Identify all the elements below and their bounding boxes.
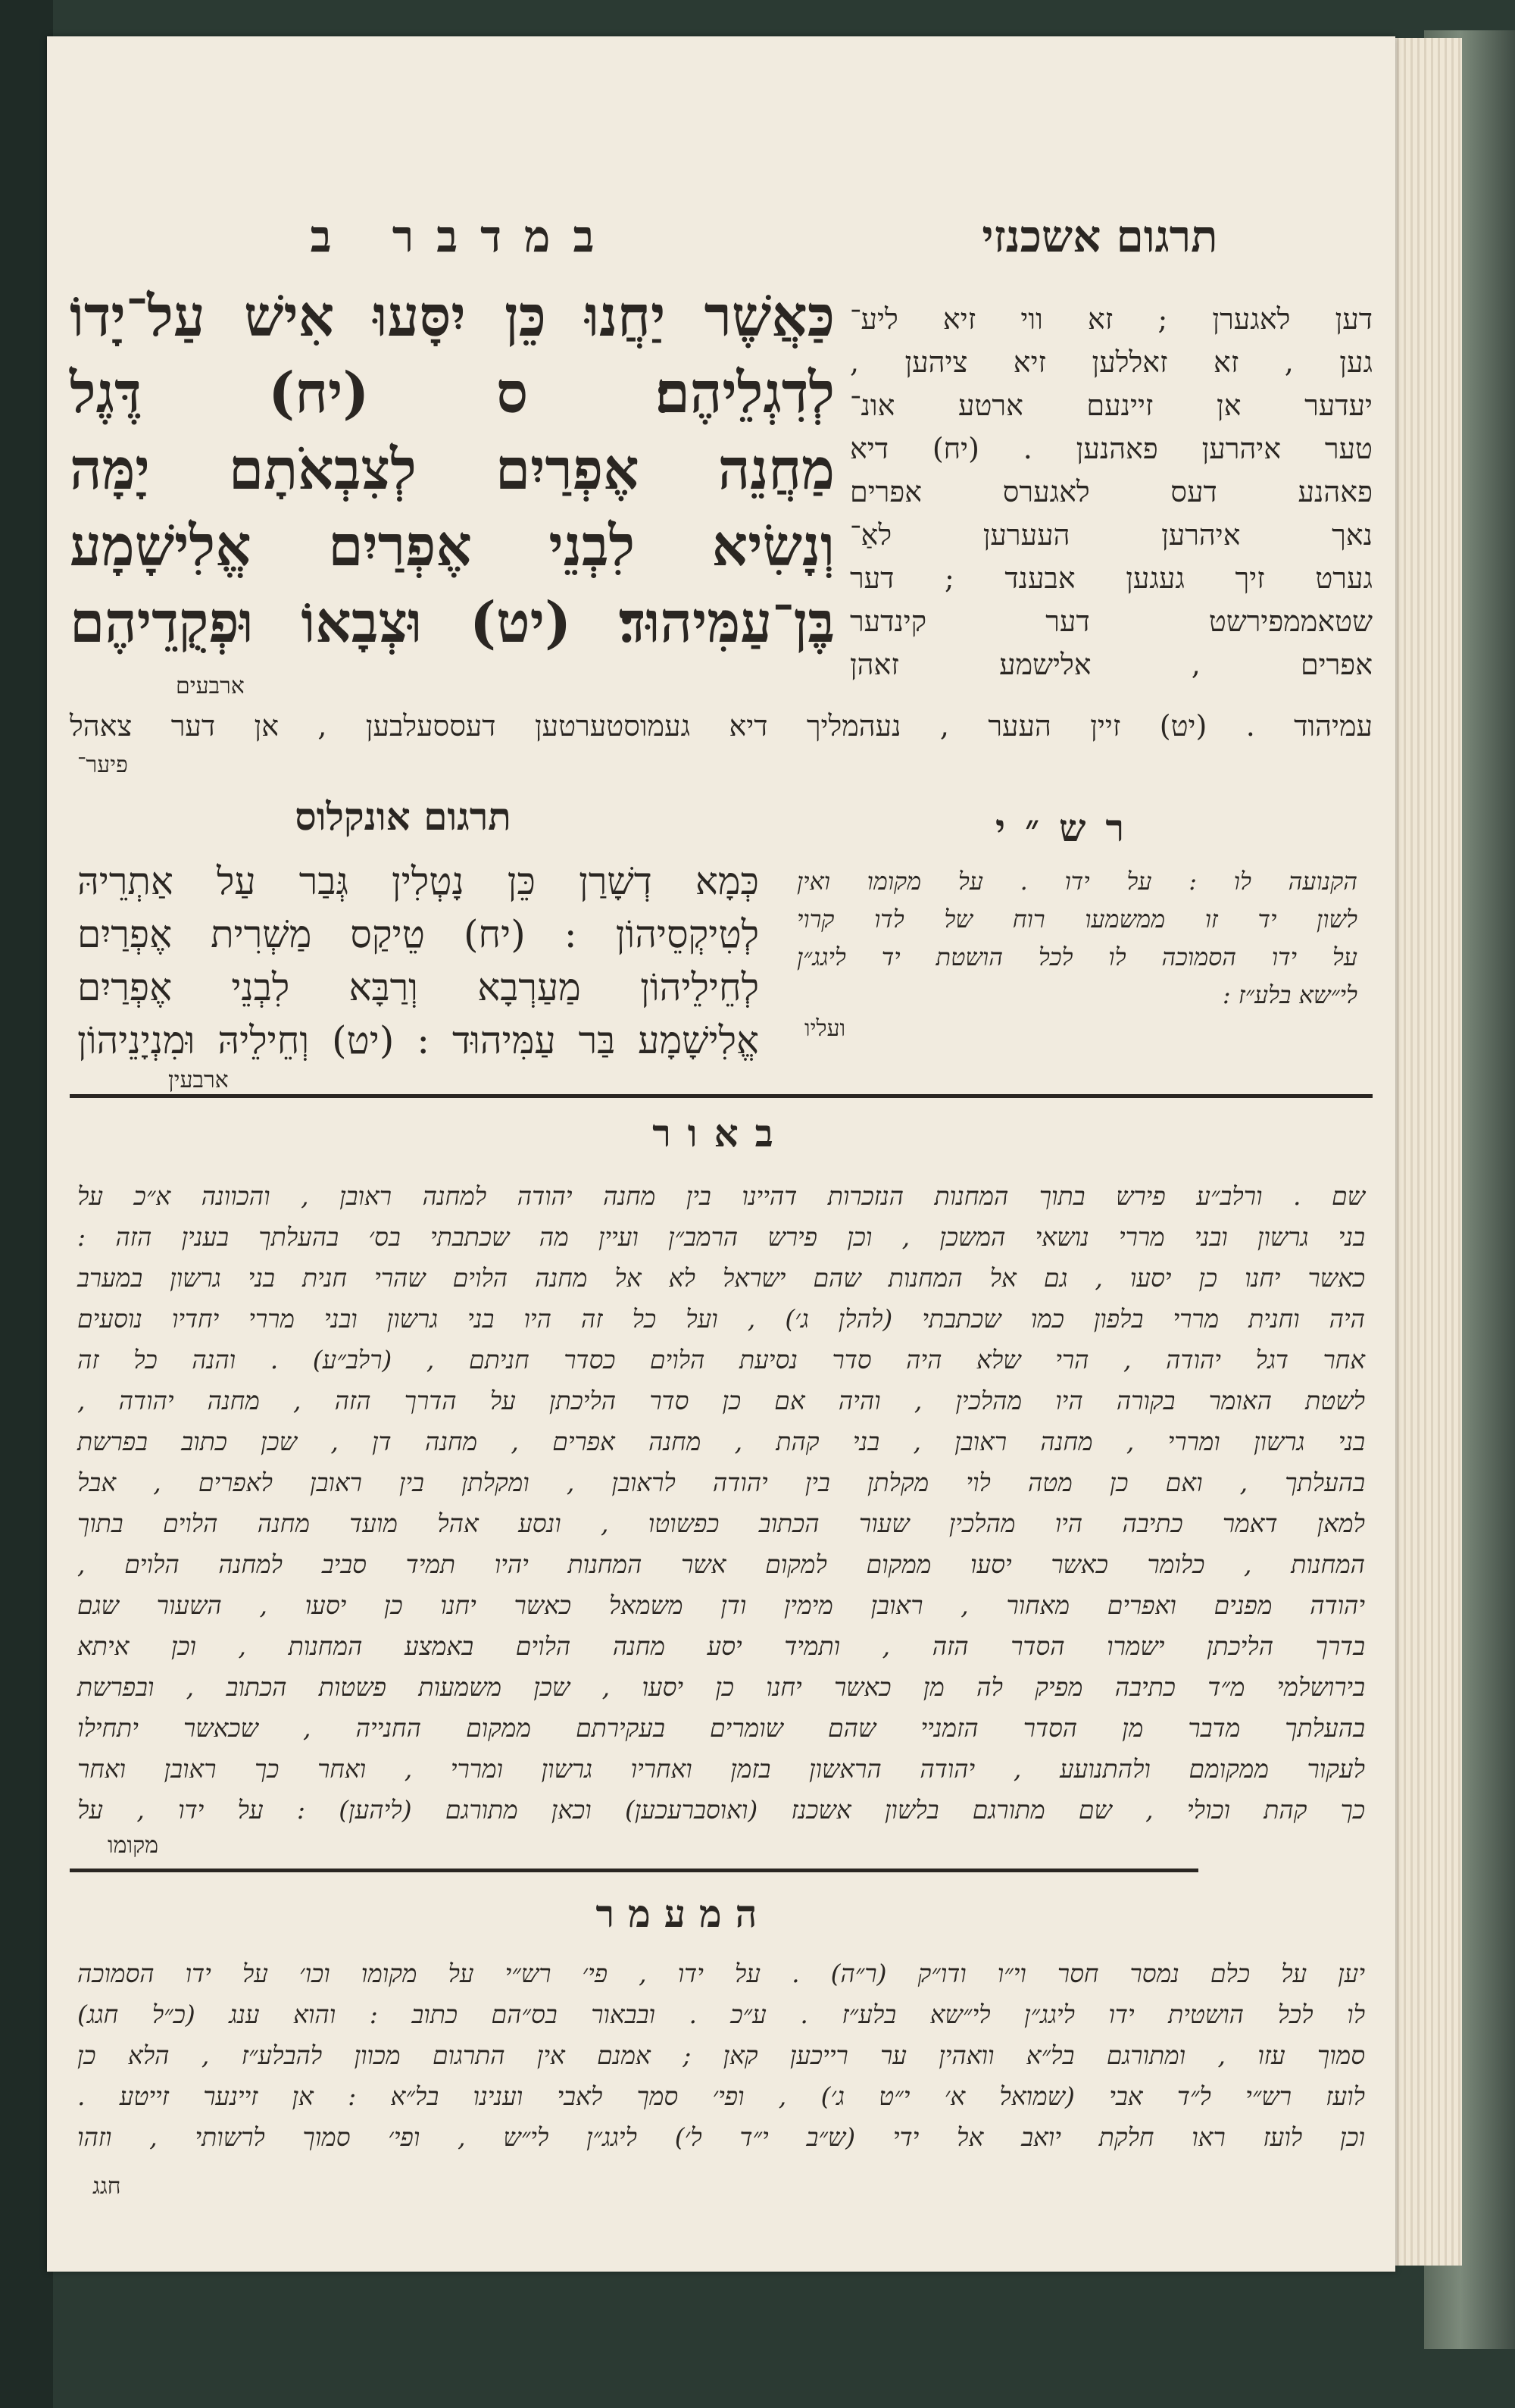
biur-line: שם . ורלב״ע פירש בתוך המחנות הנזכרות דהיינו בין מחנה יהודה למחנה ראובן , והכוונה א״כ על [77, 1181, 1365, 1211]
verse-line: וְנָשִׂיא לִבְנֵי אֶפְרַיִם אֱלִישָׁמָע [70, 514, 835, 579]
targum-line: יעדער אן זיינעם ארטע אונ־ [850, 389, 1373, 422]
targum-line: גערט זיך געגען אבענד ; דער [850, 561, 1373, 595]
rashi-line: לשון יד זו ממשמעו רוח של לדו קרוי [797, 905, 1357, 933]
hamaamar-line: יען על כלם נמסר חסר וי״ו ודו״ק (ר״ה) . על ידו , פי׳ רש״י על מקומו וכו׳ על ידו הסמוכה [77, 1959, 1365, 1988]
biur-line: בני גרשון ובני מררי נושאי המשכן , וכן פירש הרמב״ן ועיין מה שכתבתי בס׳ בהעלתך בענין הזה : [77, 1222, 1365, 1252]
verse-line: מַחֲנֵה אֶפְרַיִם לְצִבְאֹתָם יָמָּה [70, 437, 835, 502]
targum-line: טער איהרען פאהנען . (יח) דיא [850, 432, 1373, 465]
targum-line: אפרים , אלישמע זאהן [850, 648, 1373, 681]
hamaamar-line: לועז רש״י ל״ד אבי (שמואל א׳ י״ט ג׳) , ופי׳ סמך לאבי וענינו בל״א : אן זיינער זייטע . [77, 2081, 1365, 2111]
verse-line: בֶּן־עַמִּיהוּד׃ (יט) וּצְבָאוֹ וּפְקֻדֵיהֶם [70, 590, 835, 655]
biur-line: בהעלתך מדבר מן הסדר הזמניי שהם שומרים בעקירתם ממקום החנייה , שכאשר יתחילו [77, 1713, 1365, 1743]
biur-line: יהודה מפנים ואפרים מאחור , ראובן מימין ודן משמאל כאשר יחנו כן יסעו , השעור שגם [77, 1590, 1365, 1620]
onkelos-line: כְּמָא דְשָׁרַן כֵּן נָטְלִין גְּבַר עַל אַתְרֵיהּ [77, 859, 759, 903]
targum-line: נאך איהרען העערען לאַ־ [850, 518, 1373, 552]
targum-line: גען , זא זאללען זיא ציהען , [850, 346, 1373, 379]
biur-line: בירושלמי מ״ד כתיבה מפיק לה מן כאשר יחנו כן יסעו , שכן משמעות פשטות הכתוב , ובפרשת [77, 1672, 1365, 1702]
verse-catchword: ארבעים [176, 673, 245, 699]
onkelos-catchword: ארבעין [168, 1067, 229, 1093]
biur-line: אחר דגל יהודה , הרי שלא היה סדר נסיעת הלוים כסדר חניתם , (רלב״ע) . והנה כל זה [77, 1345, 1365, 1374]
rashi-line: הקנועה לו : על ידו . על מקומו ואין [797, 867, 1357, 896]
biur-line: בני גרשון ומררי , מחנה ראובן , בני קהת , מחנה אפרים , מחנה דן , שכן כתוב בפרשת [77, 1427, 1365, 1456]
biur-line: המחנות , כלומר כאשר יסעו ממקום למקום אשר המחנות יהיו תמיד סביב למחנה הלוים , [77, 1550, 1365, 1579]
section-divider [70, 1094, 1373, 1098]
targum-line: שטאממפירשט דער קינדער [850, 605, 1373, 638]
onkelos-line: אֱלִישָׁמָע בַּר עַמִּיהוּד : (יט) וְחֵילֵיהּ וּמִנְיָנֵיהוֹן [77, 1018, 759, 1062]
hamaamar-line: סמוך עזו , ומתורגם בל״א וואהין ער רייכען קאן ; אמנם אין התרגום מכוון להבלע״ז , הלא כן [77, 2041, 1365, 2070]
verse-line: כַּאֲשֶׁר יַחֲנוּ כֵּן יִסָּעוּ אִישׁ עַל־יָדוֹ [70, 284, 835, 349]
hamaamar-text [77, 1953, 1365, 2158]
verse-text [70, 279, 835, 661]
rashi-title: רש״י [995, 805, 1145, 850]
biur-line: היה וחנית מררי בלפון כמו שכתבתי (להלן ג׳) , ועל כל זה היו בני גרשון ובני מררי יחדיו נוסעים [77, 1304, 1365, 1334]
section-divider [70, 1869, 1198, 1872]
biur-text [77, 1176, 1365, 1831]
biur-line: לשטת האומר בקורה היו מהלכין , והיה אם כן סדר הליכתן על הדרך הזה , מחנה יהודה , [77, 1386, 1365, 1415]
rashi-catchword: ועליו [804, 1015, 846, 1042]
biur-title: באור [652, 1111, 790, 1156]
hamaamar-title: המעמר [595, 1891, 771, 1936]
targum-ashkenazi-text [850, 298, 1373, 686]
rashi-line: לי״שא בלע״ז : [1222, 980, 1357, 1009]
targum-title: תרגום אשכנזי [982, 211, 1218, 262]
targum-line: פאהנע דעס לאגערס אפרים [850, 475, 1373, 508]
biur-line: כך קהת וכולי , שם מתורגם בלשון אשכנז (ואוסברעכען) וכאן מתורגם (ליהען) : על ידו , על [77, 1795, 1365, 1825]
hamaamar-line: לו לכל הושטית ידו ליגג״ן לי״שא בלע״ז . ע״כ . ובבאור בס״הם כתוב : והוא ענג (כ״ל חגג) [77, 2000, 1365, 2029]
rashi-line: על ידו הסמוכה לו לכל הושטת יד ליגג״ן [797, 943, 1357, 971]
targum-catchword: פיער־ [77, 752, 128, 778]
onkelos-text [77, 855, 759, 1067]
rashi-text [797, 862, 1357, 1014]
onkelos-line: לְחֵילֵיהוֹן מַעַרְבָא וְרַבָּא לִבְנֵי אֶפְרַיִם [77, 965, 759, 1009]
onkelos-line: לְטִיקְסֵיהוֹן : (יח) טֵיקַס מַשְׁרִית אֶפְרַיִם [77, 912, 759, 956]
targum-full-line: עמיהוד . (יט) זיין העער , נעהמליך דיא געמוסטערטען דעססעלבען , אן דער צאהל [70, 709, 1373, 743]
hamaamar-catchword: חגג [92, 2173, 121, 2200]
verse-line: לְדִגְלֵיהֶם׃ ס (יח) דֶּגֶל [70, 361, 835, 426]
book-title: במדבר ב [310, 211, 617, 262]
biur-catchword: מקומו [108, 1832, 158, 1859]
biur-line: למאן דאמר כתיבה היו מהלכין שעור הכתוב כפשוטו , ונסע אהל מועד מחנה הלוים בתוך [77, 1509, 1365, 1538]
targum-line: דען לאגערן ; זא ווי זיא ליע־ [850, 302, 1373, 336]
biur-line: לעקור ממקומם ולהתנועע , יהודה הראשון בזמן ואחריו גרשון ומררי , ואחר כך ראובן ואחר [77, 1754, 1365, 1784]
biur-line: כאשר יחנו כן יסעו , גם אל המחנות שהם ישראל לא אל מחנה הלוים שהרי חנית בני גרשון במערב [77, 1263, 1365, 1293]
book-page [47, 36, 1395, 2272]
biur-line: בהעלתך , ואם כן מטה לוי מקלתן בין יהודה לראובן , ומקלתן בין ראובן לאפרים , אבל [77, 1468, 1365, 1497]
onkelos-title: תרגום אונקלוס [295, 794, 511, 839]
book-binding-left [0, 0, 53, 2408]
biur-line: בדרך הליכתן ישמרו הסדר הזה , ותמיד יסע מחנה הלוים באמצע המחנות , וכן איתא [77, 1631, 1365, 1661]
hamaamar-line: וכן לועז ראו חלקת יואב אל ידי (ש״ב י״ד ל׳) ליגג״ן לי״ש , ופי׳ סמוך לרשותי , וזהו [77, 2122, 1365, 2152]
